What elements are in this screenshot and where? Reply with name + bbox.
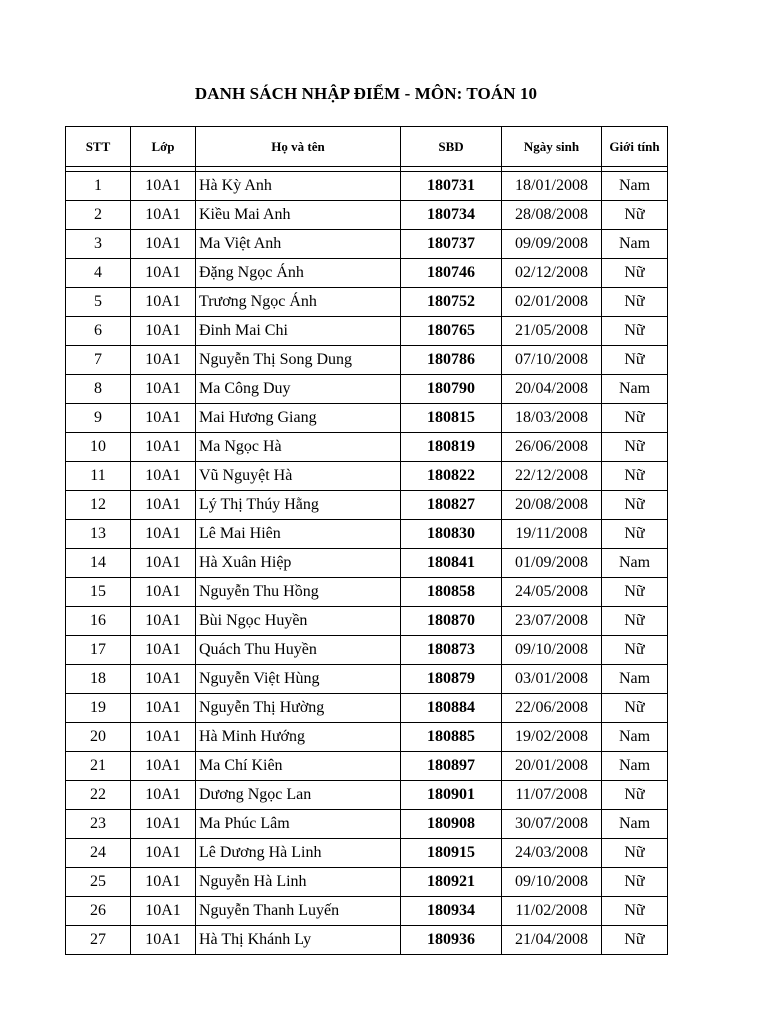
- stt-cell: 21: [66, 752, 131, 781]
- table-row: [66, 549, 668, 578]
- dob-cell: 07/10/2008: [502, 346, 602, 375]
- dob-cell: 11/07/2008: [502, 781, 602, 810]
- table-row: [66, 578, 668, 607]
- sbd-cell: 180830: [401, 520, 502, 549]
- table-row: [66, 346, 668, 375]
- gender-cell: Nữ: [602, 201, 668, 230]
- lop-cell: 10A1: [131, 172, 196, 201]
- stt-cell: 17: [66, 636, 131, 665]
- dob-cell: 24/05/2008: [502, 578, 602, 607]
- sbd-cell: 180752: [401, 288, 502, 317]
- header-lop: Lớp: [131, 127, 196, 167]
- lop-cell: 10A1: [131, 433, 196, 462]
- lop-cell: 10A1: [131, 810, 196, 839]
- table-row: [66, 607, 668, 636]
- stt-cell: 9: [66, 404, 131, 433]
- gender-cell: Nữ: [602, 491, 668, 520]
- sbd-cell: 180746: [401, 259, 502, 288]
- name-cell: Lê Dương Hà Linh: [196, 839, 401, 868]
- lop-cell: 10A1: [131, 607, 196, 636]
- name-cell: Hà Kỳ Anh: [196, 172, 401, 201]
- lop-cell: 10A1: [131, 868, 196, 897]
- dob-cell: 01/09/2008: [502, 549, 602, 578]
- gender-cell: Nữ: [602, 433, 668, 462]
- table-row: [66, 868, 668, 897]
- dob-cell: 22/06/2008: [502, 694, 602, 723]
- gender-cell: Nam: [602, 549, 668, 578]
- name-cell: Ma Chí Kiên: [196, 752, 401, 781]
- table-row: [66, 926, 668, 955]
- dob-cell: 21/04/2008: [502, 926, 602, 955]
- name-cell: Đinh Mai Chi: [196, 317, 401, 346]
- lop-cell: 10A1: [131, 375, 196, 404]
- gender-cell: Nam: [602, 375, 668, 404]
- gender-cell: Nữ: [602, 636, 668, 665]
- dob-cell: 20/04/2008: [502, 375, 602, 404]
- table-row: [66, 665, 668, 694]
- lop-cell: 10A1: [131, 781, 196, 810]
- sbd-cell: 180819: [401, 433, 502, 462]
- gender-cell: Nam: [602, 723, 668, 752]
- stt-cell: 4: [66, 259, 131, 288]
- stt-cell: 16: [66, 607, 131, 636]
- sbd-cell: 180885: [401, 723, 502, 752]
- sbd-cell: 180934: [401, 897, 502, 926]
- sbd-cell: 180737: [401, 230, 502, 259]
- name-cell: Ma Công Duy: [196, 375, 401, 404]
- name-cell: Nguyễn Thu Hồng: [196, 578, 401, 607]
- stt-cell: 2: [66, 201, 131, 230]
- stt-cell: 15: [66, 578, 131, 607]
- name-cell: Hà Thị Khánh Ly: [196, 926, 401, 955]
- dob-cell: 26/06/2008: [502, 433, 602, 462]
- sbd-cell: 180879: [401, 665, 502, 694]
- dob-cell: 23/07/2008: [502, 607, 602, 636]
- gender-cell: Nữ: [602, 607, 668, 636]
- sbd-cell: 180908: [401, 810, 502, 839]
- table-row: [66, 317, 668, 346]
- table-row: [66, 723, 668, 752]
- table-row: [66, 839, 668, 868]
- table-row: [66, 520, 668, 549]
- gender-cell: Nữ: [602, 404, 668, 433]
- gender-cell: Nữ: [602, 520, 668, 549]
- header-gioi-tinh: Giới tính: [602, 127, 668, 167]
- gender-cell: Nữ: [602, 259, 668, 288]
- lop-cell: 10A1: [131, 694, 196, 723]
- lop-cell: 10A1: [131, 201, 196, 230]
- student-table: [65, 126, 668, 955]
- name-cell: Ma Việt Anh: [196, 230, 401, 259]
- gender-cell: Nữ: [602, 781, 668, 810]
- stt-cell: 5: [66, 288, 131, 317]
- table-row: [66, 810, 668, 839]
- dob-cell: 09/10/2008: [502, 868, 602, 897]
- table-row: [66, 491, 668, 520]
- table-row: [66, 288, 668, 317]
- stt-cell: 12: [66, 491, 131, 520]
- gender-cell: Nam: [602, 172, 668, 201]
- name-cell: Kiều Mai Anh: [196, 201, 401, 230]
- lop-cell: 10A1: [131, 636, 196, 665]
- name-cell: Nguyễn Việt Hùng: [196, 665, 401, 694]
- stt-cell: 27: [66, 926, 131, 955]
- name-cell: Hà Minh Hướng: [196, 723, 401, 752]
- gender-cell: Nam: [602, 752, 668, 781]
- name-cell: Lý Thị Thúy Hằng: [196, 491, 401, 520]
- lop-cell: 10A1: [131, 520, 196, 549]
- dob-cell: 21/05/2008: [502, 317, 602, 346]
- name-cell: Nguyễn Thanh Luyến: [196, 897, 401, 926]
- gender-cell: Nữ: [602, 868, 668, 897]
- lop-cell: 10A1: [131, 462, 196, 491]
- gender-cell: Nữ: [602, 317, 668, 346]
- dob-cell: 02/12/2008: [502, 259, 602, 288]
- dob-cell: 11/02/2008: [502, 897, 602, 926]
- name-cell: Trương Ngọc Ánh: [196, 288, 401, 317]
- stt-cell: 1: [66, 172, 131, 201]
- sbd-cell: 180884: [401, 694, 502, 723]
- name-cell: Đặng Ngọc Ánh: [196, 259, 401, 288]
- gender-cell: Nam: [602, 665, 668, 694]
- stt-cell: 25: [66, 868, 131, 897]
- table-row: [66, 404, 668, 433]
- dob-cell: 22/12/2008: [502, 462, 602, 491]
- stt-cell: 8: [66, 375, 131, 404]
- lop-cell: 10A1: [131, 404, 196, 433]
- dob-cell: 02/01/2008: [502, 288, 602, 317]
- dob-cell: 19/02/2008: [502, 723, 602, 752]
- sbd-cell: 180858: [401, 578, 502, 607]
- name-cell: Quách Thu Huyền: [196, 636, 401, 665]
- name-cell: Nguyễn Thị Hường: [196, 694, 401, 723]
- table-row: [66, 694, 668, 723]
- name-cell: Vũ Nguyệt Hà: [196, 462, 401, 491]
- header-ngay-sinh: Ngày sinh: [502, 127, 602, 167]
- lop-cell: 10A1: [131, 926, 196, 955]
- gender-cell: Nữ: [602, 926, 668, 955]
- dob-cell: 20/08/2008: [502, 491, 602, 520]
- sbd-cell: 180936: [401, 926, 502, 955]
- dob-cell: 30/07/2008: [502, 810, 602, 839]
- stt-cell: 10: [66, 433, 131, 462]
- name-cell: Hà Xuân Hiệp: [196, 549, 401, 578]
- table-row: [66, 201, 668, 230]
- stt-cell: 20: [66, 723, 131, 752]
- sbd-cell: 180873: [401, 636, 502, 665]
- gender-cell: Nam: [602, 230, 668, 259]
- stt-cell: 19: [66, 694, 131, 723]
- sbd-cell: 180915: [401, 839, 502, 868]
- dob-cell: 20/01/2008: [502, 752, 602, 781]
- stt-cell: 3: [66, 230, 131, 259]
- lop-cell: 10A1: [131, 549, 196, 578]
- stt-cell: 11: [66, 462, 131, 491]
- lop-cell: 10A1: [131, 752, 196, 781]
- dob-cell: 09/09/2008: [502, 230, 602, 259]
- stt-cell: 13: [66, 520, 131, 549]
- page-title: DANH SÁCH NHẬP ĐIỂM - MÔN: TOÁN 10: [194, 84, 538, 103]
- table-row: [66, 636, 668, 665]
- stt-cell: 18: [66, 665, 131, 694]
- lop-cell: 10A1: [131, 897, 196, 926]
- name-cell: Nguyễn Thị Song Dung: [196, 346, 401, 375]
- table-row: [66, 433, 668, 462]
- dob-cell: 18/01/2008: [502, 172, 602, 201]
- stt-cell: 22: [66, 781, 131, 810]
- sbd-cell: 180731: [401, 172, 502, 201]
- header-sbd: SBD: [401, 127, 502, 167]
- gender-cell: Nữ: [602, 839, 668, 868]
- lop-cell: 10A1: [131, 491, 196, 520]
- gender-cell: Nữ: [602, 346, 668, 375]
- gender-cell: Nam: [602, 810, 668, 839]
- sbd-cell: 180827: [401, 491, 502, 520]
- stt-cell: 23: [66, 810, 131, 839]
- dob-cell: 03/01/2008: [502, 665, 602, 694]
- sbd-cell: 180897: [401, 752, 502, 781]
- sbd-cell: 180765: [401, 317, 502, 346]
- stt-cell: 6: [66, 317, 131, 346]
- table-row: [66, 897, 668, 926]
- table-row: [66, 752, 668, 781]
- stt-cell: 24: [66, 839, 131, 868]
- dob-cell: 18/03/2008: [502, 404, 602, 433]
- table-body: [66, 167, 668, 955]
- dob-cell: 19/11/2008: [502, 520, 602, 549]
- stt-cell: 7: [66, 346, 131, 375]
- lop-cell: 10A1: [131, 230, 196, 259]
- dob-cell: 24/03/2008: [502, 839, 602, 868]
- table-row: [66, 781, 668, 810]
- sbd-cell: 180841: [401, 549, 502, 578]
- name-cell: Bùi Ngọc Huyền: [196, 607, 401, 636]
- gender-cell: Nữ: [602, 897, 668, 926]
- sbd-cell: 180822: [401, 462, 502, 491]
- sbd-cell: 180790: [401, 375, 502, 404]
- stt-cell: 14: [66, 549, 131, 578]
- lop-cell: 10A1: [131, 259, 196, 288]
- table-row: [66, 462, 668, 491]
- table-header-row: [66, 127, 668, 167]
- header-stt: STT: [66, 127, 131, 167]
- sbd-cell: 180921: [401, 868, 502, 897]
- lop-cell: 10A1: [131, 346, 196, 375]
- gender-cell: Nữ: [602, 694, 668, 723]
- lop-cell: 10A1: [131, 839, 196, 868]
- sbd-cell: 180870: [401, 607, 502, 636]
- lop-cell: 10A1: [131, 723, 196, 752]
- header-ho-va-ten: Họ và tên: [196, 127, 401, 167]
- table-row: [66, 375, 668, 404]
- name-cell: Ma Ngọc Hà: [196, 433, 401, 462]
- name-cell: Mai Hương Giang: [196, 404, 401, 433]
- sbd-cell: 180815: [401, 404, 502, 433]
- dob-cell: 09/10/2008: [502, 636, 602, 665]
- gender-cell: Nữ: [602, 578, 668, 607]
- gender-cell: Nữ: [602, 288, 668, 317]
- name-cell: Ma Phúc Lâm: [196, 810, 401, 839]
- sbd-cell: 180901: [401, 781, 502, 810]
- name-cell: Nguyễn Hà Linh: [196, 868, 401, 897]
- lop-cell: 10A1: [131, 578, 196, 607]
- sbd-cell: 180734: [401, 201, 502, 230]
- gender-cell: Nữ: [602, 462, 668, 491]
- name-cell: Lê Mai Hiên: [196, 520, 401, 549]
- name-cell: Dương Ngọc Lan: [196, 781, 401, 810]
- lop-cell: 10A1: [131, 317, 196, 346]
- lop-cell: 10A1: [131, 288, 196, 317]
- table-row: [66, 230, 668, 259]
- lop-cell: 10A1: [131, 665, 196, 694]
- sbd-cell: 180786: [401, 346, 502, 375]
- stt-cell: 26: [66, 897, 131, 926]
- dob-cell: 28/08/2008: [502, 201, 602, 230]
- table-row: [66, 172, 668, 201]
- table-row: [66, 259, 668, 288]
